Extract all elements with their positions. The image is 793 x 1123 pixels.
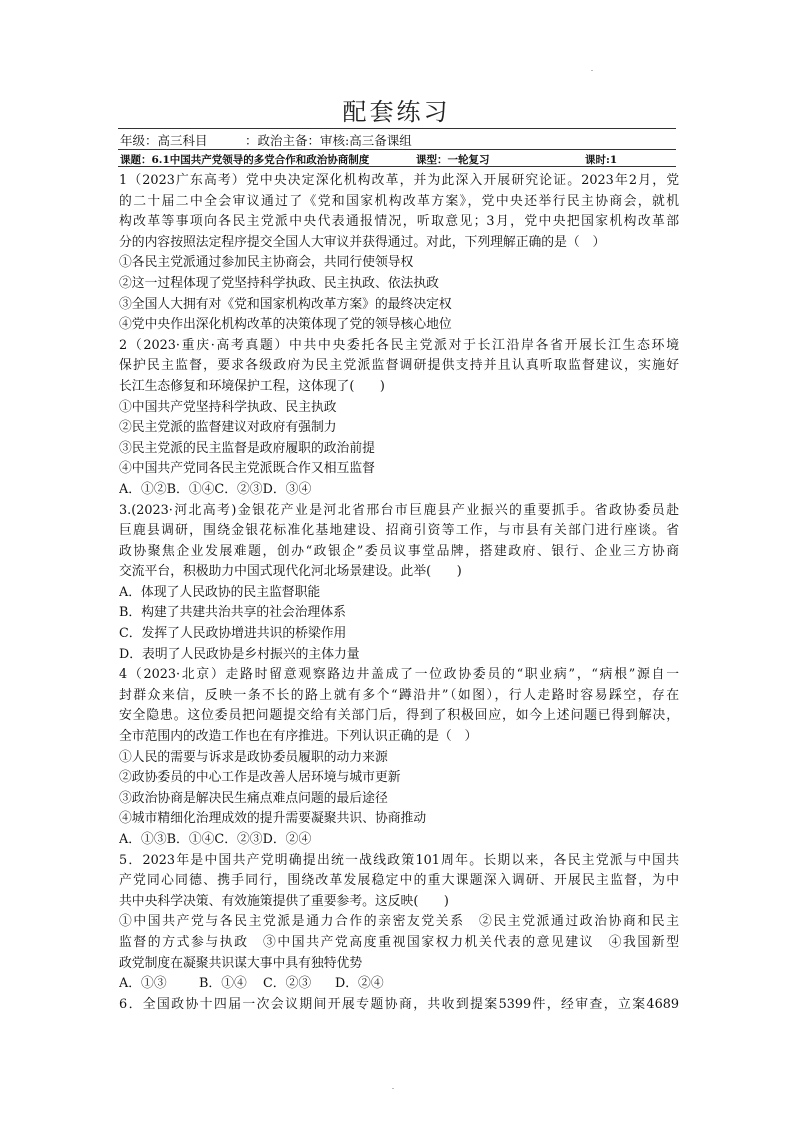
- question-stem-line: 安全隐患。这位委员把问题提交给有关部门后，得到了积极回应，如今上述问题已得到解决，: [119, 708, 679, 724]
- question-stem-line: 5．2023年是中国共产党明确提出统一战线政策101周年。长期以来，各民主党派与中国共: [119, 852, 679, 868]
- choice-d: D．②④: [335, 976, 384, 992]
- question-stem-line: 政协聚焦企业发展难题，创办“政银企”委员议事堂品牌，搭建政府、银行、企业三方协商: [119, 543, 679, 559]
- answer-option: C．发挥了人民政协增进共识的桥梁作用: [119, 626, 347, 642]
- question-stem-line: 分的内容按照法定程序提交全国人大审议并获得通过。对此，下列理解正确的是（ ）: [119, 234, 606, 250]
- lesson-period: 课时:1: [585, 154, 618, 166]
- question-stem-line: 巨鹿县调研，围绕金银花标准化基地建设、招商引资等工作，与市县有关部门进行座谈。省: [119, 523, 679, 539]
- grade-subject-line: 年级：高三科目 ：政治主备：审核:高三备课组: [120, 133, 412, 148]
- answer-statement: ①各民主党派通过参加民主协商会，共同行使领导权: [119, 255, 414, 271]
- question-stem-line: 交流平台，积极助力中国式现代化河北场景建设。此举( ): [119, 564, 462, 580]
- choice-b: B．①④: [199, 976, 247, 992]
- answer-choices: A．①③B．①④C．②③D．②④: [119, 832, 312, 847]
- question-stem-line: 保护民主监督，要求各级政府为民主党派监督调研提供支持并且认真听取监督建议，实施好: [119, 358, 679, 374]
- answer-choices: A．①②B．①④C．②③D．③④: [119, 481, 312, 497]
- question-stem-line: 4（2023·北京）走路时留意观察路边井盖成了一位政协委员的“职业病”，“病根”源自一: [119, 667, 679, 683]
- meta-divider: [118, 149, 676, 150]
- answer-statement: ③政治协商是解决民生痛点难点问题的最后途径: [119, 790, 388, 806]
- answer-statement: ②民主党派的监督建议对政府有强制力: [119, 420, 337, 436]
- scan-speck: [392, 1088, 394, 1089]
- scan-speck: [591, 70, 593, 71]
- question-stem-line: 共中央科学决策、有效施策提供了重要参考。这反映( ): [119, 893, 449, 909]
- answer-statement: ④中国共产党同各民主党派既合作又相互监督: [119, 461, 375, 477]
- question-3: [119, 501, 679, 666]
- question-stem-line: 的二十届二中全会审议通过了《党和国家机构改革方案》，党中央还举行民主协商会，就机: [119, 193, 679, 209]
- meta-bottom-divider: [118, 166, 676, 167]
- question-stem-line: ①中国共产党与各民主党派是通力合作的亲密友党关系 ②民主党派通过政治协商和民主: [119, 914, 679, 930]
- question-stem-line: 监督的方式参与执政 ③中国共产党高度重视国家权力机关代表的意见建议 ④我国新型: [119, 934, 679, 950]
- answer-statement: ③民主党派的民主监督是政府履职的政治前提: [119, 440, 375, 456]
- question-4: [119, 665, 679, 850]
- choice-c: C．②③: [263, 976, 312, 992]
- answer-statement: ②这一过程体现了党坚持科学执政、民主执政、依法执政: [119, 275, 439, 291]
- answer-statement: ①人民的需要与诉求是政协委员履职的动力来源: [119, 749, 388, 765]
- question-1: [119, 171, 679, 336]
- answer-option: D．表明了人民政协是乡村振兴的主体力量: [119, 646, 360, 662]
- question-stem-line: 2（2023·重庆·高考真题）中共中央委托各民主党派对于长江沿岸各省开展长江生态环境: [119, 337, 679, 353]
- question-stem-line: 3.(2023·河北高考)金银花产业是河北省邢台市巨鹿县产业振兴的重要抓手。省政协委员赴: [119, 502, 679, 518]
- question-2: [119, 336, 679, 501]
- question-stem-line: 全市范围内的改造工作也在有序推进。下列认识正确的是（ ）: [119, 729, 478, 745]
- question-stem-line: 封群众来信，反映一条不长的路上就有多个“蹲沿井”（如图），行人走路时容易踩空，存在: [119, 687, 679, 703]
- question-stem-line: 构改革等事项向各民主党派中央代表通报情况，听取意见；3月，党中央把国家机构改革部: [119, 214, 679, 230]
- lesson-topic: 课题：6.1中国共产党领导的多党合作和政治协商制度: [120, 154, 370, 166]
- answer-option: A．体现了人民政协的民主监督职能: [119, 584, 321, 600]
- question-5: [119, 851, 679, 995]
- answer-statement: ④党中央作出深化机构改革的决策体现了党的领导核心地位: [119, 317, 452, 333]
- top-divider: [118, 128, 676, 129]
- question-stem-line: 6．全国政协十四届一次会议期间开展专题协商，共收到提案5399件，经审查，立案4689: [119, 996, 679, 1012]
- lesson-type: 课型：一轮复习: [416, 154, 490, 166]
- answer-statement: ②政协委员的中心工作是改善人居环境与城市更新: [119, 770, 401, 786]
- question-stem-line: 1（2023广东高考）党中央决定深化机构改革，并为此深入开展研究论证。2023年2月，党: [119, 173, 679, 188]
- question-stem-line: 产党同心同德、携手同行，围绕改革发展稳定中的重大课题深入调研、开展民主监督，为中: [119, 873, 679, 889]
- answer-statement: ④城市精细化治理成效的提升需要凝聚共识、协商推动: [119, 811, 427, 827]
- choice-a: A．①③: [119, 976, 167, 992]
- question-6: [119, 995, 679, 1016]
- answer-choices: [119, 974, 679, 995]
- question-stem-line: 政党制度在凝聚共识谋大事中具有独特优势: [119, 955, 363, 971]
- question-stem-line: 长江生态修复和环境保护工程，这体现了( ): [119, 378, 385, 394]
- answer-option: B．构建了共建共治共享的社会治理体系: [119, 605, 346, 621]
- page-title: 配套练习: [342, 98, 451, 126]
- answer-statement: ③全国人大拥有对《党和国家机构改革方案》的最终决定权: [119, 296, 452, 312]
- answer-statement: ①中国共产党坚持科学执政、民主执政: [119, 399, 337, 415]
- questions-body: [119, 171, 679, 1015]
